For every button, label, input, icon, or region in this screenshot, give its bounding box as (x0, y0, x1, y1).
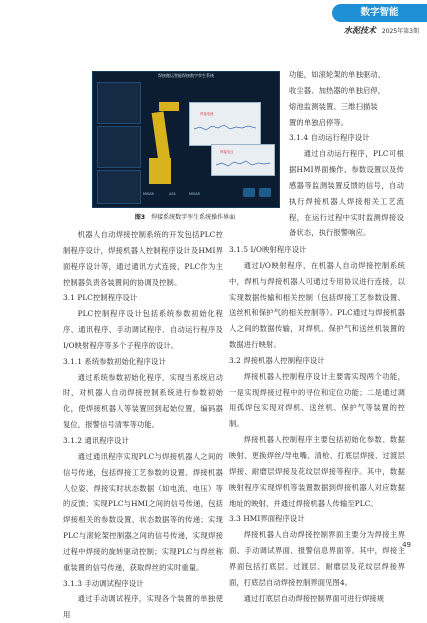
figure-window-title: 焊接搬运智能焊接数字孪生系统 (158, 73, 214, 78)
right-top-line-4: 置的单独启停等。 (289, 117, 349, 127)
figure-caption-number: 图3 (134, 214, 146, 221)
figure-caption-text: 焊接系统数字孪生系统操作界面 (151, 214, 236, 221)
figure-voltage-chart-window (211, 144, 275, 176)
figure-status-label-2: AS4 (169, 192, 176, 196)
journal-issue: 2025年第3期 (381, 28, 419, 35)
figure-voltage-label: 焊接电压 (220, 150, 234, 154)
right-top-line-1: 功能，如滚轮架的单独驱动、 (289, 70, 386, 79)
paragraph-3-1-1: 通过系统参数初始化程序，实现当系统启动时，对机器人自动焊接控制系统进行参数初始化，使焊接机器人等装置回到起始位置，编码器复位，报警信号清零等功能。 (63, 372, 223, 430)
right-top-column (289, 67, 404, 241)
figure-control-button-2 (259, 188, 271, 197)
heading-3-1: 3.1 PLC控制程序设计 (63, 293, 138, 303)
page-number: 49 (402, 541, 411, 549)
paragraph-3-1-2: 通过通讯程序实现PLC与焊接机器人之间的信号传递，包括焊接工艺参数的设置、焊接机器人位姿、焊接实时状态数据（如电流、电压）等的反馈；实现PLC与HMI之间的信号传递，包括焊接相关的参数设置、状态数据等的传递；实现PLC与滚轮架控制器之间的信号传递，实现焊接过程中焊接的旋转驱动控制；实现PLC与焊丝称重装置的信号传递，获取焊丝的实时重量。 (63, 451, 223, 572)
heading-3-1-4: 3.1.4 自动运行程序设计 (289, 133, 370, 143)
column-tag: 数字智能 (332, 4, 427, 22)
paragraph-3-1-5: 通过I/O映射程序，在机器人自动焊接控制系统中，焊机与焊接机器人可通过专用协议进行连接，以实现数据传输和相关控制（包括焊接工艺参数设置、送丝机和保护气的相关控制等）。PLC通过与焊接机器人之间的数据传输，对焊机、保护气和送丝机装置的数据进行映射。 (229, 260, 405, 350)
figure-caption (92, 212, 278, 221)
paragraph-3-1-4: 通过自动运行程序，PLC可根据HMI界面操作、参数设置以及传感器等监测装置反馈的信号，自动执行焊接机器人焊接相关工艺流程，在运行过程中实时监测焊接设备状态，执行报警响应。 (289, 149, 404, 238)
figure-status-label-3: MISAB (189, 192, 200, 196)
figure-left-panel-3 (97, 170, 141, 204)
figure-control-button-1 (243, 188, 255, 197)
figure-digital-twin-screenshot (92, 71, 280, 208)
figure-robot-arm-head (159, 102, 179, 111)
figure-robot-arm-upper (152, 111, 171, 162)
figure-current-label: 焊接电流 (200, 112, 214, 116)
right-column (229, 242, 405, 606)
paragraph-3-2-a: 焊接机器人控制程序设计主要需实现两个功能，一是实现焊接过程中的寻位和定位功能；二是通过调用孤焊包实现对焊机、送丝机、保护气等装置的控制。 (229, 371, 405, 429)
figure-voltage-trace (212, 145, 274, 175)
journal-name: 水泥技术 (343, 26, 376, 35)
paragraph-3-2-b: 焊接机器人控制程序主要包括初始化参数、数据映射、更换焊丝/导电嘴、清枪、打底层焊接、过渡层焊接、耐磨层焊接及花纹层焊接等程序。其中，数据映射程序实现焊机等装置数据到焊接机器人对应数据地址的映射，并通过焊接机器人传输至PLC。 (229, 435, 405, 508)
left-column (63, 227, 223, 623)
heading-3-2: 3.2 焊接机器人控制程序设计 (229, 355, 325, 365)
paragraph-3-3-b: 通过打底层自动焊接控制界面可进行焊接规 (243, 593, 385, 603)
right-top-line-3: 熔池监测装置、三维扫描装 (289, 101, 378, 111)
figure-current-chart-window (189, 102, 261, 146)
heading-3-1-1: 3.1.1 系统参数初始化程序设计 (63, 356, 166, 366)
journal-header (344, 25, 419, 36)
figure-current-trace (190, 103, 260, 145)
paragraph-3-3-a: 焊接机器人自动焊接控制界面主要分为焊接主界面、手动调试界面、报警信息界面等。其中，焊接主界面包括打底层、过渡层、耐磨层及花纹层焊接界面，打底层自动焊接控制界面见图4。 (229, 530, 405, 587)
paragraph-3-1-3: 通过手动调试程序，实现各个装置的单独使用 (63, 594, 223, 620)
right-top-line-2: 收尘器、加热器的单独启停， (289, 85, 386, 95)
figure-robot-arm-base (149, 158, 171, 184)
figure-status-label-1: MISAB (143, 192, 154, 196)
heading-3-3: 3.3 HMI界面程序设计 (229, 514, 305, 524)
figure-left-panel-2 (97, 126, 141, 168)
heading-3-1-2: 3.1.2 通讯程序设计 (63, 435, 129, 445)
figure-left-panel-1 (97, 82, 141, 124)
paragraph-3-1: PLC控制程序设计包括系统参数初始化程序、通讯程序、手动调试程序、自动运行程序及I/O映射程序等多个子程序的设计。 (63, 309, 223, 350)
heading-3-1-3: 3.1.3 手动调试程序设计 (63, 578, 144, 588)
heading-3-1-5: 3.1.5 I/O映射程序设计 (229, 245, 307, 254)
paragraph-intro: 机器人自动焊接控制系统的开发包括PLC控制程序设计，焊接机器人控制程序设计及HMI界面程序设计等，通过通讯方式连接，PLC作为主控制器负责各装置间的协调及控制。 (63, 230, 223, 287)
